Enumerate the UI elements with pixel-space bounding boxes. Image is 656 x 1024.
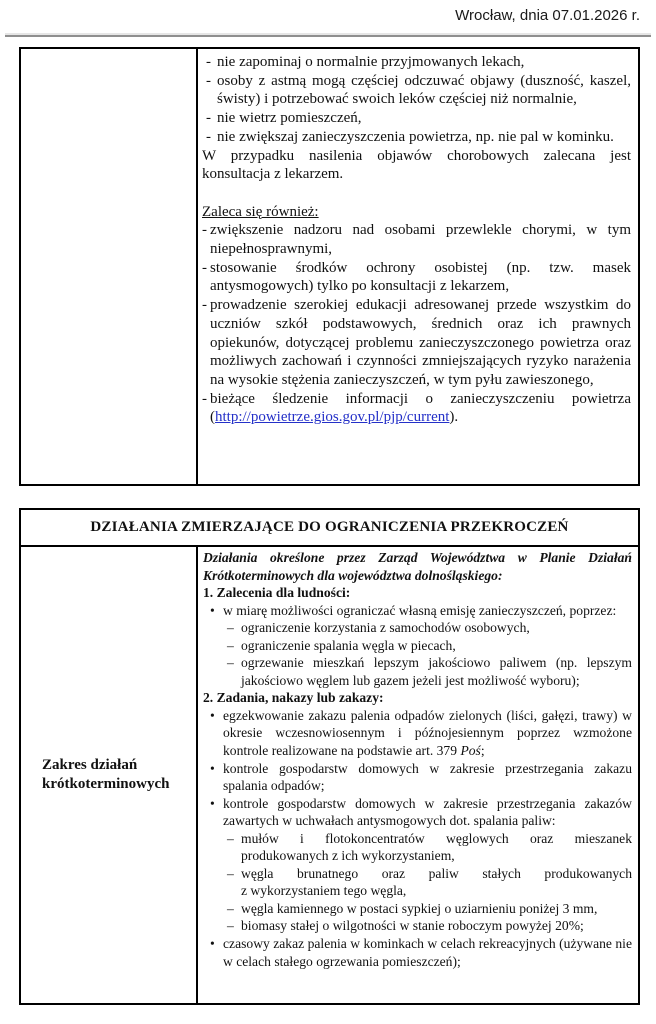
text-run: nie zapominaj o normalnie przyjmowanych lekach,	[217, 54, 525, 70]
text-run: kontrole gospodarstw domowych w zakresie przestrzegania zakazu spalania odpadów;	[223, 760, 632, 794]
text-run: ogrzewanie mieszkań lepszym jakościowo paliwem (np. lepszym jakościowo węglem lub gazem jeżeli jest możliwość wyboru);	[241, 655, 632, 688]
text-run: czasowy zakaz palenia w kominkach w celach rekreacyjnych (używane nie w celach stałego ogrzewania pomieszczeń);	[223, 936, 632, 969]
text-run: ).	[449, 409, 459, 426]
list-marker: •	[210, 760, 215, 776]
text-run: 2. Zadania, nakazy lub zakazy:	[203, 690, 384, 706]
list-marker: –	[227, 655, 234, 671]
text-run: Zaleca się również:	[202, 203, 319, 220]
text-run: mułów i flotokoncentratów węglowych oraz mieszanek produkowanych z ich wykorzystaniem,	[241, 830, 632, 864]
bullet-item	[203, 760, 632, 795]
intro-item	[203, 549, 632, 584]
bullet-item	[203, 707, 632, 760]
text-run: w miarę możliwości ograniczać własną emisję zanieczyszczeń, poprzez:	[223, 602, 617, 618]
para-item	[202, 147, 631, 184]
dash1-item	[202, 53, 631, 72]
list-marker: •	[210, 602, 215, 618]
heading-item	[203, 689, 632, 707]
text-run: Działania określone przez Zarząd Województwa w Planie Działań Krótkoterminowych dla województwa dolnośląskiego:	[203, 550, 632, 583]
list-marker: -	[202, 222, 207, 239]
dash2-item	[202, 221, 631, 258]
text-run: stosowanie środków ochrony osobistej (np. tzw. masek antysmogowych) tylko po konsultacji z lekarzem,	[210, 259, 631, 295]
list-marker: –	[227, 900, 234, 916]
pollution-info-link[interactable]: http://powietrze.gios.gov.pl/pjp/current	[215, 409, 450, 426]
list-marker: -	[202, 390, 207, 407]
text-run: Poś	[460, 743, 481, 759]
list-marker: -	[206, 72, 211, 89]
text-run: nie zwiększaj zanieczyszczenia powietrza, np. nie pal w kominku.	[217, 128, 614, 145]
actions-table-row-label: Zakres działań krótkoterminowych	[21, 547, 198, 1003]
sub-item	[203, 900, 632, 918]
text-run: 1. Zalecenia dla ludności:	[203, 585, 351, 601]
text-run: osoby z astmą mogą częściej odczuwać objawy (duszność, kaszel, świsty) i potrzebować swoich leków częściej niż normalnie,	[217, 72, 631, 108]
text-run: bieżące śledzenie informacji o zanieczyszczeniu powietrza (	[210, 390, 631, 426]
actions-table-body	[21, 547, 638, 1003]
sub-item	[203, 865, 632, 900]
text-run: W przypadku nasilenia objawów chorobowych zalecana jest konsultacja z lekarzem.	[202, 147, 631, 183]
text-run: zwiększenie nadzoru nad osobami przewlekle chorymi, w tym niepełnosprawnymi,	[210, 222, 631, 258]
dash2-item	[202, 259, 631, 296]
recommendations-table-left-cell	[21, 49, 198, 484]
sub-item	[203, 654, 632, 689]
actions-table-title: DZIAŁANIA ZMIERZAJĄCE DO OGRANICZENIA PRZEKROCZEŃ	[21, 510, 638, 547]
text-run: prowadzenie szerokiej edukacji adresowanej przede wszystkim do uczniów szkół podstawowych, średnich oraz ich prawnych opiekunów, dotyczącej problemu zanieczyszczonego powietrza oraz możliwych zachowań i czynności zmniejszających ryzyko narażenia na wysokie stężenia zanieczyszczeń, w tym pyłu zawieszonego,	[210, 297, 631, 388]
list-marker: •	[210, 795, 215, 811]
sub-item	[203, 830, 632, 865]
list-marker: –	[227, 830, 234, 846]
text-run: węgla brunatnego oraz paliw stałych produkowanych z wykorzystaniem tego węgla,	[241, 865, 632, 899]
header-rule	[5, 33, 651, 37]
bullet-item	[203, 602, 632, 620]
text-run: kontrole gospodarstw domowych w zakresie przestrzegania zakazów zawartych w uchwałach antysmogowych dot. spalania paliw:	[223, 795, 632, 829]
text-run: węgla kamiennego w postaci sypkiej o uziarnieniu poniżej 3 mm,	[241, 900, 598, 916]
list-marker: -	[206, 54, 211, 70]
heading-item	[203, 584, 632, 602]
actions-table-content	[198, 547, 638, 1003]
text-run: ;	[480, 743, 485, 759]
list-marker: -	[202, 259, 207, 276]
recommendations-table	[19, 47, 640, 486]
recommendations-table-content	[198, 49, 638, 484]
sub-item	[203, 917, 632, 935]
dash2-item	[202, 390, 631, 427]
sub-item	[203, 637, 632, 655]
list-marker: –	[227, 620, 234, 636]
dash2-item	[202, 296, 631, 390]
text-run: ograniczenie spalania węgla w piecach,	[241, 637, 456, 653]
text-run: egzekwowanie zakazu palenia odpadów zielonych (liści, gałęzi, trawy) w okresie wczesnowiosennym i późnojesiennym poprzez wzmożone kontrole realizowane na podstawie art. 379	[223, 707, 632, 759]
list-marker: –	[227, 865, 234, 881]
list-marker: •	[210, 707, 215, 723]
actions-table	[19, 508, 640, 1005]
list-marker: –	[227, 918, 234, 934]
text-run: nie wietrz pomieszczeń,	[217, 110, 362, 127]
list-marker: –	[227, 637, 234, 653]
list-marker: -	[202, 297, 207, 314]
text-run: ograniczenie korzystania z samochodów osobowych,	[241, 620, 530, 636]
list-marker: -	[206, 128, 211, 145]
bullet-item	[203, 935, 632, 970]
dash1-item	[202, 128, 631, 147]
dash1-item	[202, 72, 631, 109]
sub-item	[203, 619, 632, 637]
bullet-item	[203, 795, 632, 830]
list-marker: •	[210, 936, 215, 952]
date-line: Wrocław, dnia 07.01.2026 r.	[455, 7, 640, 24]
list-marker: -	[206, 110, 211, 127]
dash1-item	[202, 109, 631, 128]
subheading-item	[202, 203, 631, 222]
text-run: biomasy stałej o wilgotności w stanie roboczym powyżej 20%;	[241, 918, 584, 934]
